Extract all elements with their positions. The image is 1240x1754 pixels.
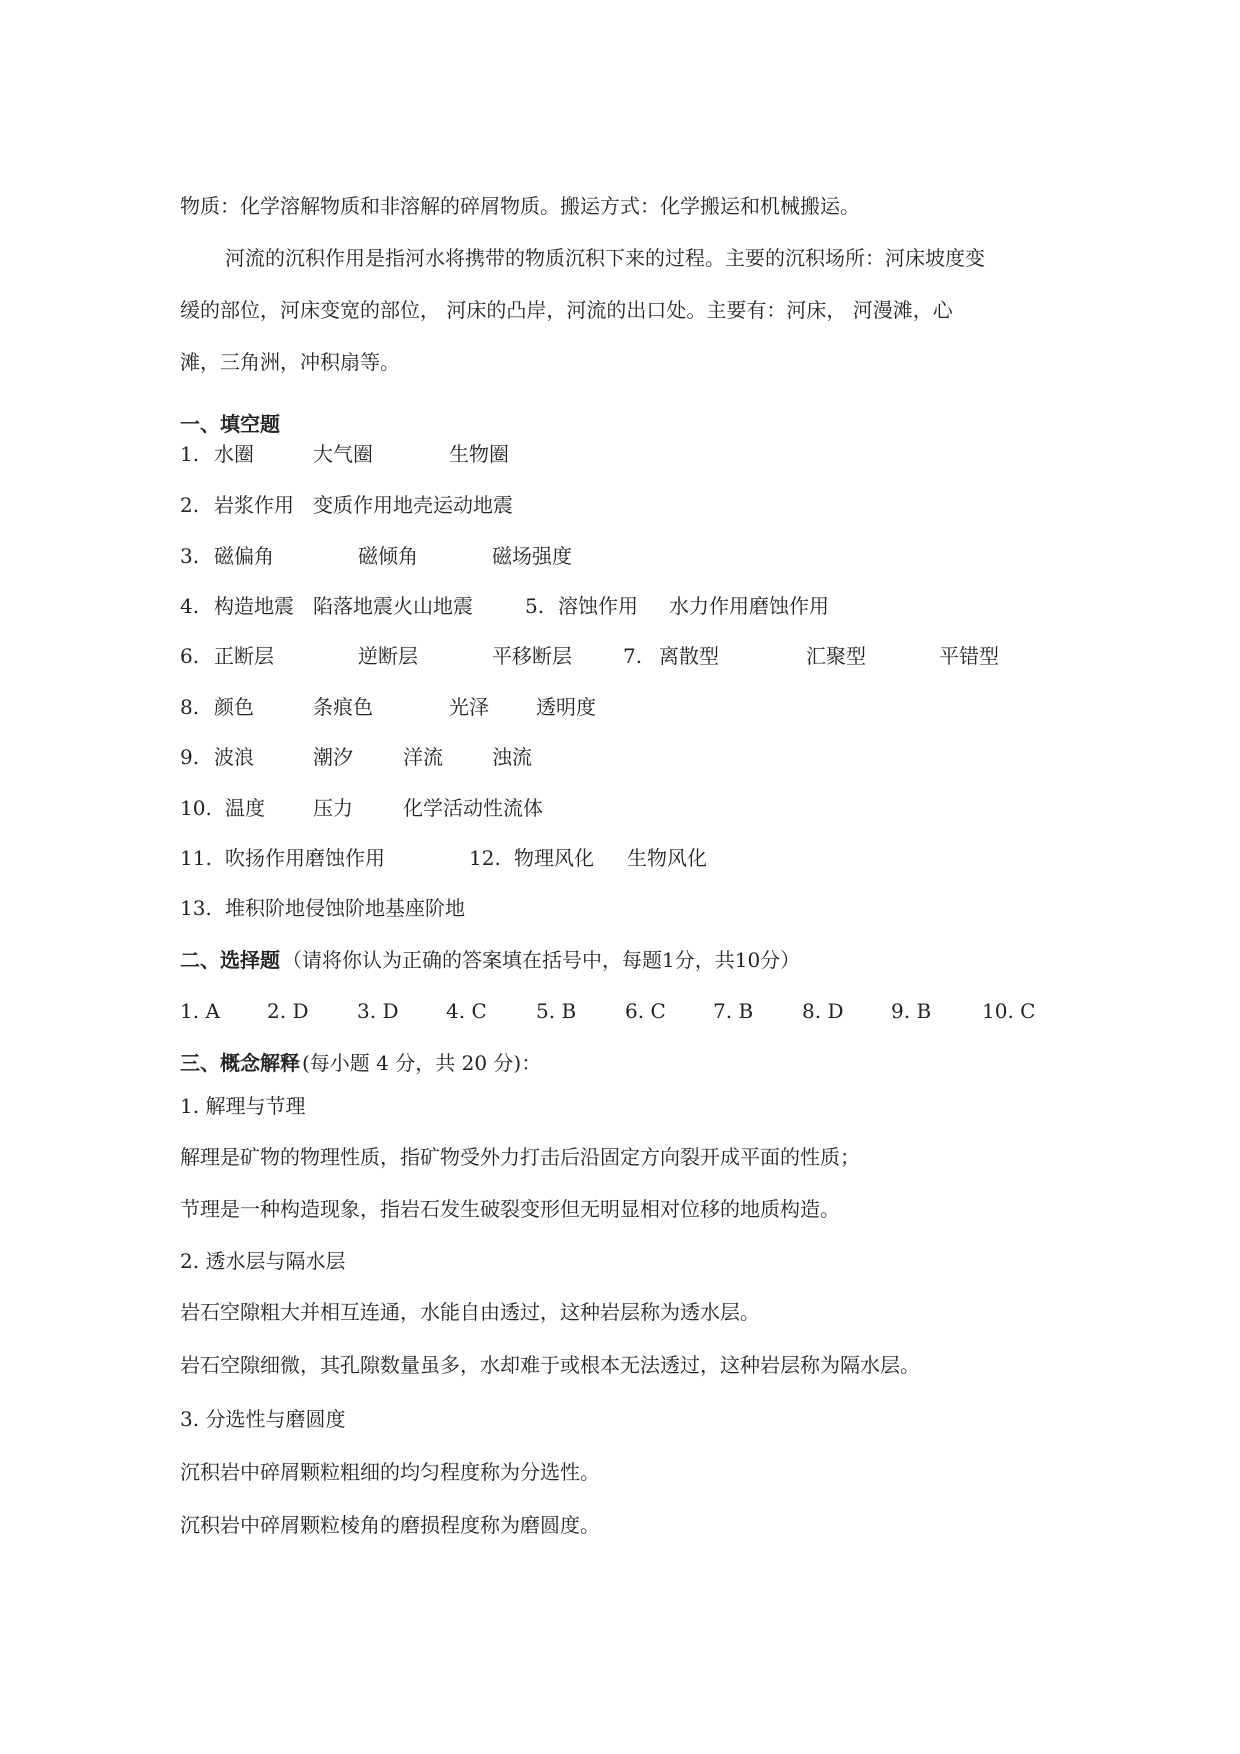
answer: 化学活动性流体 — [403, 796, 543, 820]
answer: 温度 — [225, 796, 265, 820]
answer: 汇聚型 — [806, 644, 866, 668]
answer: 物理风化 — [514, 846, 594, 870]
answer-line — [0, 543, 1240, 569]
answer: 生物风化 — [627, 846, 707, 870]
answer: 大气圈 — [313, 442, 373, 466]
answer: 构造地震 — [214, 594, 294, 618]
answer: 溶蚀作用 — [558, 594, 638, 618]
item-number: 11. — [180, 846, 212, 870]
answer: 磁倾角 — [358, 544, 418, 568]
answer: 陷落地震火山地震 — [313, 594, 473, 618]
item-number: 8. — [180, 695, 200, 719]
item-number: 2. — [180, 493, 200, 517]
concept-line: 解理是矿物的物理性质，指矿物受外力打击后沿固定方向裂开成平面的性质； — [180, 1145, 860, 1169]
answer-line — [0, 845, 1240, 871]
answer: 水力作用磨蚀作用 — [669, 594, 829, 618]
answer: 浊流 — [492, 745, 532, 769]
item-number: 9. — [180, 745, 200, 769]
answer: 平错型 — [939, 644, 999, 668]
answer-line — [0, 492, 1240, 518]
item-number: 12. — [469, 846, 501, 870]
answer: 磁场强度 — [492, 544, 572, 568]
item-number: 7. — [623, 644, 643, 668]
answer-line — [0, 593, 1240, 619]
concept-line: 沉积岩中碎屑颗粒粗细的均匀程度称为分选性。 — [180, 1460, 600, 1484]
answer-line — [0, 795, 1240, 821]
intro-paragraph-line: 缓的部位，河床变宽的部位， 河床的凸岸，河流的出口处。主要有：河床， 河漫滩，心 — [180, 298, 953, 322]
concept-line: 岩石空隙粗大并相互连通，水能自由透过，这种岩层称为透水层。 — [180, 1300, 760, 1324]
item-number: 5. — [525, 594, 545, 618]
section-title-fill-in: 一、填空题 — [180, 412, 280, 436]
item-number: 4. — [180, 594, 200, 618]
answer: 逆断层 — [358, 644, 418, 668]
concept-line: 沉积岩中碎屑颗粒棱角的磨损程度称为磨圆度。 — [180, 1513, 600, 1537]
answer: 水圈 — [214, 442, 254, 466]
intro-line: 物质：化学溶解物质和非溶解的碎屑物质。搬运方式：化学搬运和机械搬运。 — [180, 194, 860, 218]
intro-paragraph-line: 河流的沉积作用是指河水将携带的物质沉积下来的过程。主要的沉积场所：河床坡度变 — [225, 246, 985, 270]
choice-answer: 1. A — [180, 999, 220, 1023]
choice-answer: 6. C — [625, 999, 666, 1023]
concept-heading: 1. 解理与节理 — [180, 1094, 306, 1118]
answer: 吹扬作用磨蚀作用 — [225, 846, 385, 870]
answer: 洋流 — [403, 745, 443, 769]
answer: 堆积阶地侵蚀阶地基座阶地 — [225, 896, 465, 920]
choice-answer: 4. C — [446, 999, 487, 1023]
answer: 条痕色 — [313, 695, 373, 719]
section-title: 三、概念解释 — [180, 1051, 300, 1075]
intro-paragraph-line: 滩，三角洲，冲积扇等。 — [180, 350, 400, 374]
answer: 压力 — [313, 796, 353, 820]
answer-line — [0, 694, 1240, 720]
choice-answer: 8. D — [802, 999, 844, 1023]
answer-line — [0, 895, 1240, 921]
section-title: 二、选择题 — [180, 948, 280, 972]
answer: 变质作用地壳运动地震 — [313, 493, 513, 517]
section-note: （请将你认为正确的答案填在括号中，每题1分，共10分） — [282, 948, 801, 972]
section-note: (每小题 4 分，共 20 分)： — [302, 1051, 542, 1075]
choice-answers-line — [0, 998, 1240, 1024]
item-number: 10. — [180, 796, 212, 820]
answer: 颜色 — [214, 695, 254, 719]
item-number: 1. — [180, 442, 200, 466]
choice-answer: 7. B — [713, 999, 754, 1023]
answer: 潮汐 — [313, 745, 353, 769]
item-number: 13. — [180, 896, 212, 920]
answer: 磁偏角 — [214, 544, 274, 568]
answer: 光泽 — [449, 695, 489, 719]
concept-line: 岩石空隙细微，其孔隙数量虽多，水却难于或根本无法透过，这种岩层称为隔水层。 — [180, 1353, 920, 1377]
answer: 平移断层 — [492, 644, 572, 668]
answer-line — [0, 744, 1240, 770]
answer-line — [0, 643, 1240, 669]
choice-answer: 5. B — [536, 999, 577, 1023]
section-title-concepts — [0, 1050, 1240, 1076]
concept-heading: 2. 透水层与隔水层 — [180, 1249, 346, 1273]
concept-line: 节理是一种构造现象，指岩石发生破裂变形但无明显相对位移的地质构造。 — [180, 1197, 840, 1221]
choice-answer: 3. D — [357, 999, 399, 1023]
choice-answer: 10. C — [982, 999, 1036, 1023]
answer: 岩浆作用 — [214, 493, 294, 517]
choice-answer: 2. D — [267, 999, 309, 1023]
answer-line — [0, 441, 1240, 467]
answer: 正断层 — [214, 644, 274, 668]
choice-answer: 9. B — [891, 999, 932, 1023]
answer: 透明度 — [536, 695, 596, 719]
answer: 离散型 — [659, 644, 719, 668]
answer: 生物圈 — [449, 442, 509, 466]
concept-heading: 3. 分选性与磨圆度 — [180, 1407, 346, 1431]
item-number: 6. — [180, 644, 200, 668]
answer: 波浪 — [214, 745, 254, 769]
section-title-multiple-choice — [0, 947, 1240, 973]
item-number: 3. — [180, 544, 200, 568]
